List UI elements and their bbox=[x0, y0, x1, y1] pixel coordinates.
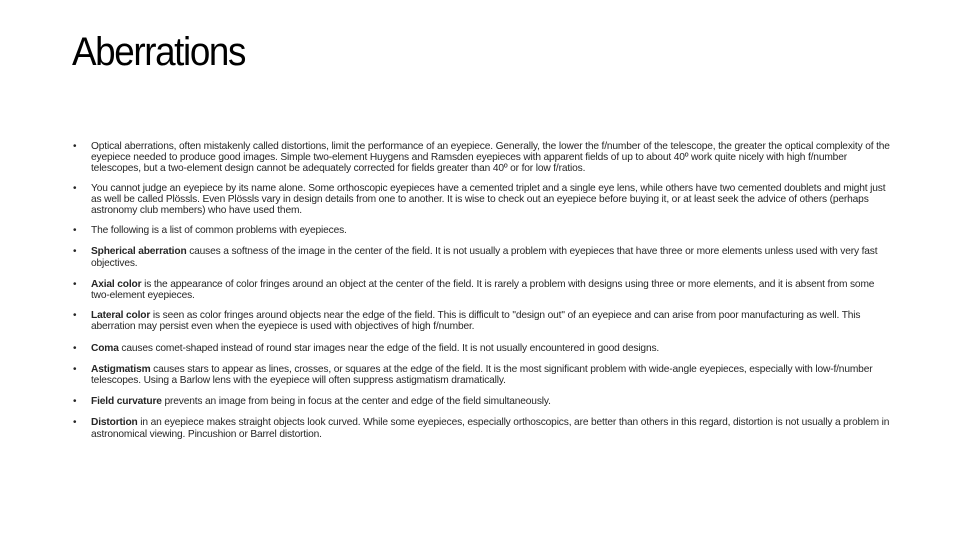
bullet-marker: • bbox=[73, 141, 77, 152]
bullet-text: Optical aberrations, often mistakenly called distortions, limit the performance of an eyepiece. Generally, the lower the f/number of the telescope, the greater the optical complexity of the eyepiece needed to produce good images. Simple two-element Huygens and Ramsden eyepieces with apparent fields of up to about 40º work quite nicely with high f/number telescopes, but a two-element design cannot be adequately corrected for fields greater than 40º or for low f/ratios. bbox=[91, 141, 890, 175]
bullet-text: causes a softness of the image in the center of the field. It is not usually a problem with eyepieces that have three or more elements unless used with very fast objectives. bbox=[91, 246, 878, 269]
bullet-term: Lateral color bbox=[91, 310, 151, 322]
bullet-marker: • bbox=[73, 225, 77, 237]
bullet-text: in an eyepiece makes straight objects look curved. While some eyepieces, especially orthoscopics, are better than others in this regard, distortion is not usually a problem in astronomical viewing. Pincushion or Barrel distortion. bbox=[91, 417, 890, 440]
bullet-text: is the appearance of color fringes around an object at the center of the field. It is rarely a problem with designs using three or more elements, and it is absent from some two-element eyepieces. bbox=[91, 278, 875, 302]
bullet-term: Coma bbox=[91, 342, 119, 354]
bullet-term: Field curvature bbox=[91, 396, 162, 408]
bullet-term: Astigmatism bbox=[91, 363, 151, 375]
bullet-term: Spherical aberration bbox=[91, 246, 187, 258]
bullet-term: Distortion bbox=[91, 417, 138, 429]
bullet-item bbox=[72, 183, 890, 217]
bullet-text: causes stars to appear as lines, crosses, or squares at the edge of the field. It is the most significant problem with wide-angle eyepieces, especially with low-f/number telescopes. Using a Barlow lens with the eyepiece will often suppress astigmatism dramatically. bbox=[91, 363, 873, 387]
bullet-item bbox=[72, 310, 890, 332]
bullet-item bbox=[72, 364, 890, 386]
bullet-item bbox=[72, 417, 890, 439]
bullet-text: You cannot judge an eyepiece by its name alone. Some orthoscopic eyepieces have a cemented triplet and a single eye lens, while others have two cemented doublets and might just as well be called Plössls. Even Plössls vary in design details from one to another. It is wise to check out an eyepiece before buying it, or at least seek the advice of others (perhaps astronomy club members) who have used them. bbox=[91, 182, 886, 217]
bullet-marker: • bbox=[73, 182, 77, 194]
bullet-text: prevents an image from being in focus at the center and edge of the field simultaneously. bbox=[161, 396, 551, 408]
bullet-marker: • bbox=[73, 396, 77, 408]
bullet-text: The following is a list of common problems with eyepieces. bbox=[91, 225, 347, 237]
bullet-item bbox=[72, 343, 890, 354]
bullet-marker: • bbox=[73, 246, 77, 258]
bullet-marker: • bbox=[73, 363, 77, 375]
bullet-item bbox=[72, 279, 890, 301]
bullet-marker: • bbox=[73, 417, 77, 429]
bullet-marker: • bbox=[73, 310, 77, 322]
bullet-text: is seen as color fringes around objects near the edge of the field. This is difficult to "design out" of an eyepiece and can arise from poor manufacturing as well. This aberration may persist even when the eyepiece is used with objectives of high f/number. bbox=[91, 310, 861, 333]
bullet-text: causes comet-shaped instead of round star images near the edge of the field. It is not usually encountered in good designs. bbox=[118, 342, 660, 354]
bullet-list bbox=[72, 141, 890, 440]
bullet-item bbox=[72, 246, 890, 268]
bullet-item bbox=[72, 225, 890, 236]
bullet-item bbox=[72, 396, 890, 407]
slide-title: Aberrations bbox=[72, 30, 246, 74]
bullet-marker: • bbox=[73, 342, 77, 354]
bullet-marker: • bbox=[73, 278, 77, 290]
bullet-term: Axial color bbox=[91, 278, 142, 290]
bullet-item bbox=[72, 141, 890, 175]
